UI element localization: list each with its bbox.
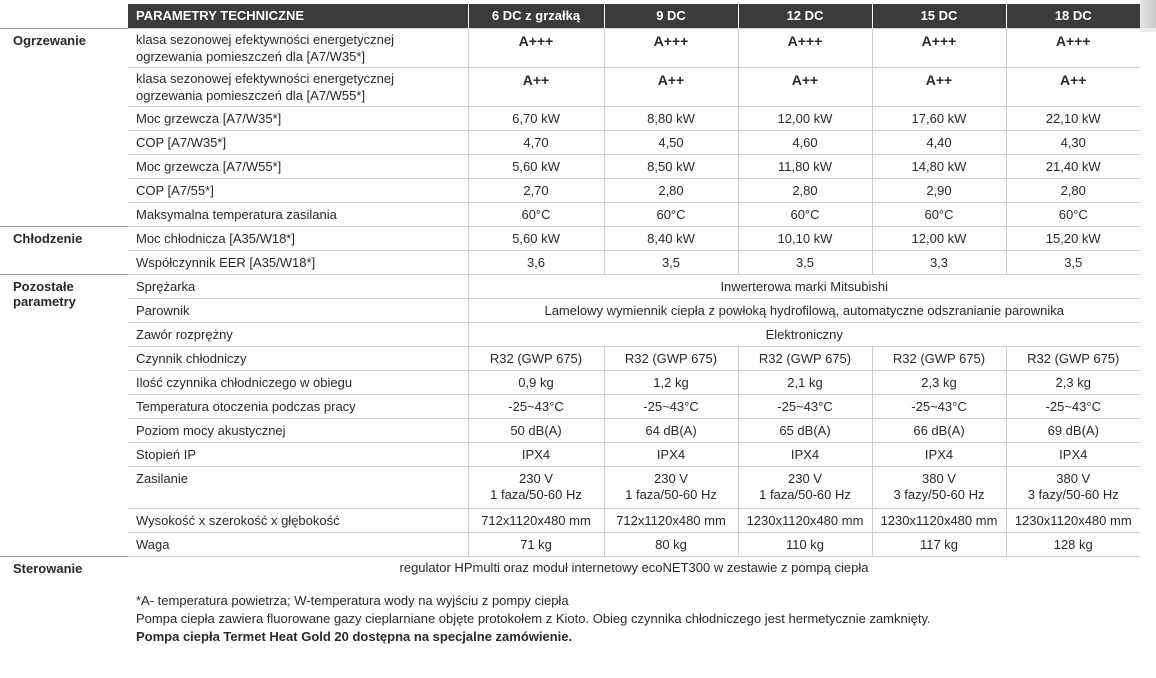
cell-value: 2,80 <box>738 178 872 202</box>
table-row <box>0 28 1140 67</box>
corner-decoration <box>1140 0 1156 28</box>
cell-value: -25~43°C <box>468 394 604 418</box>
cell-value: 6,70 kW <box>468 106 604 130</box>
cell-value: 3,5 <box>1006 250 1140 274</box>
cell-value: 66 dB(A) <box>872 418 1006 442</box>
param-label-line: ogrzewania pomieszczeń dla [A7/W35*] <box>136 48 366 64</box>
table-row <box>0 418 1140 442</box>
cell-value: IPX4 <box>1006 442 1140 466</box>
cell-value-merged: regulator HPmulti oraz moduł internetowy ecoNET300 w zestawie z pompą ciepła <box>128 556 1140 579</box>
cell-value: IPX4 <box>604 442 738 466</box>
cell-value: 17,60 kW <box>872 106 1006 130</box>
table-row <box>0 130 1140 154</box>
cell-value: 3,5 <box>738 250 872 274</box>
cell-value: A+++ <box>738 28 872 67</box>
cell-value: IPX4 <box>738 442 872 466</box>
cell-value: IPX4 <box>872 442 1006 466</box>
cell-value: 64 dB(A) <box>604 418 738 442</box>
cell-value: A++ <box>738 67 872 106</box>
cell-value <box>872 466 1006 508</box>
supply-voltage: 230 V <box>519 470 553 486</box>
cell-value: A++ <box>1006 67 1140 106</box>
cell-value: A+++ <box>872 28 1006 67</box>
corner-decoration-shadow <box>1140 28 1156 32</box>
table-row <box>0 466 1140 508</box>
param-label: Moc grzewcza [A7/W35*] <box>128 106 468 130</box>
param-label-line: klasa sezonowej efektywności energetycznej <box>136 70 394 86</box>
cell-value: 15,20 kW <box>1006 226 1140 250</box>
cell-value: 60°C <box>468 202 604 226</box>
param-label: COP [A7/55*] <box>128 178 468 202</box>
table-row <box>0 274 1140 298</box>
cell-value: 60°C <box>738 202 872 226</box>
cell-value: A+++ <box>604 28 738 67</box>
cell-value: 5,60 kW <box>468 154 604 178</box>
param-label: Waga <box>128 532 468 556</box>
footnotes <box>136 592 931 646</box>
param-label: Ilość czynnika chłodniczego w obiegu <box>128 370 468 394</box>
cell-value: -25~43°C <box>1006 394 1140 418</box>
cell-value: -25~43°C <box>738 394 872 418</box>
param-label-line: ogrzewania pomieszczeń dla [A7/W55*] <box>136 87 366 103</box>
table-row <box>0 442 1140 466</box>
cell-value: 4,70 <box>468 130 604 154</box>
footnote-legend: *A- temperatura powietrza; W-temperatura wody na wyjściu z pompy ciepła <box>136 593 569 608</box>
table-row <box>0 394 1140 418</box>
param-label <box>128 67 468 106</box>
cell-value: 12,00 kW <box>872 226 1006 250</box>
cell-value: 60°C <box>872 202 1006 226</box>
cell-value: 4,30 <box>1006 130 1140 154</box>
supply-phase: 1 faza/50-60 Hz <box>625 486 717 502</box>
cell-value: 712x1120x480 mm <box>604 508 738 532</box>
table-row <box>0 370 1140 394</box>
cell-value-merged: Lamelowy wymiennik ciepła z powłoką hydrofilową, automatyczne odszranianie parownika <box>468 298 1140 322</box>
cell-value: 50 dB(A) <box>468 418 604 442</box>
supply-phase: 3 fazy/50-60 Hz <box>893 486 985 502</box>
cell-value: 4,50 <box>604 130 738 154</box>
header-param-title: PARAMETRY TECHNICZNE <box>128 4 468 28</box>
cell-value: 2,90 <box>872 178 1006 202</box>
cell-value: 14,80 kW <box>872 154 1006 178</box>
header-model: 18 DC <box>1006 4 1140 28</box>
table-row <box>0 322 1140 346</box>
cell-value <box>468 466 604 508</box>
cell-value: 60°C <box>1006 202 1140 226</box>
category-cooling: Chłodzenie <box>0 226 128 274</box>
cell-value: 11,80 kW <box>738 154 872 178</box>
cell-value: R32 (GWP 675) <box>1006 346 1140 370</box>
cell-value: 110 kg <box>738 532 872 556</box>
cell-value: A++ <box>468 67 604 106</box>
table-row <box>0 298 1140 322</box>
supply-voltage: 230 V <box>654 470 688 486</box>
cell-value <box>1006 466 1140 508</box>
cell-value: 22,10 kW <box>1006 106 1140 130</box>
cell-value-merged: Inwerterowa marki Mitsubishi <box>468 274 1140 298</box>
cell-value: -25~43°C <box>604 394 738 418</box>
table-row <box>0 154 1140 178</box>
category-other-line: parametry <box>13 293 76 309</box>
cell-value: 12,00 kW <box>738 106 872 130</box>
cell-value: R32 (GWP 675) <box>604 346 738 370</box>
cell-value: A+++ <box>1006 28 1140 67</box>
param-label: Czynnik chłodniczy <box>128 346 468 370</box>
category-control: Sterowanie <box>0 556 128 579</box>
cell-value <box>604 466 738 508</box>
header-row <box>0 4 1140 28</box>
param-label: Temperatura otoczenia podczas pracy <box>128 394 468 418</box>
cell-value: A++ <box>604 67 738 106</box>
supply-phase: 1 faza/50-60 Hz <box>759 486 851 502</box>
category-other <box>0 274 128 556</box>
cell-value: -25~43°C <box>872 394 1006 418</box>
param-label: Poziom mocy akustycznej <box>128 418 468 442</box>
cell-value: A+++ <box>468 28 604 67</box>
cell-value: 2,1 kg <box>738 370 872 394</box>
cell-value: 1230x1120x480 mm <box>872 508 1006 532</box>
supply-phase: 1 faza/50-60 Hz <box>490 486 582 502</box>
cell-value: 60°C <box>604 202 738 226</box>
header-model: 6 DC z grzałką <box>468 4 604 28</box>
table-row <box>0 67 1140 106</box>
cell-value: 8,40 kW <box>604 226 738 250</box>
supply-voltage: 380 V <box>1056 470 1091 486</box>
param-label: COP [A7/W35*] <box>128 130 468 154</box>
table-row <box>0 556 1140 579</box>
param-label: Zawór rozprężny <box>128 322 468 346</box>
cell-value: 8,50 kW <box>604 154 738 178</box>
cell-value: 8,80 kW <box>604 106 738 130</box>
cell-value: 80 kg <box>604 532 738 556</box>
cell-value: 0,9 kg <box>468 370 604 394</box>
table-row <box>0 532 1140 556</box>
footnote-special-order: Pompa ciepła Termet Heat Gold 20 dostępna na specjalne zamówienie. <box>136 629 573 644</box>
cell-value: 69 dB(A) <box>1006 418 1140 442</box>
header-model: 12 DC <box>738 4 872 28</box>
cell-value: 1,2 kg <box>604 370 738 394</box>
cell-value: 71 kg <box>468 532 604 556</box>
cell-value: R32 (GWP 675) <box>738 346 872 370</box>
cell-value: 5,60 kW <box>468 226 604 250</box>
cell-value: 4,40 <box>872 130 1006 154</box>
table-row <box>0 178 1140 202</box>
spec-table <box>0 4 1140 579</box>
param-label: Stopień IP <box>128 442 468 466</box>
param-label: Zasilanie <box>128 466 468 508</box>
cell-value: 1230x1120x480 mm <box>1006 508 1140 532</box>
supply-voltage: 380 V <box>922 470 956 486</box>
cell-value: 712x1120x480 mm <box>468 508 604 532</box>
footnote-kyoto: Pompa ciepła zawiera fluorowane gazy cieplarniane objęte protokołem z Kioto. Obieg czynnika chłodniczego jest hermetycznie zamknięty. <box>136 611 931 626</box>
param-label: Moc chłodnicza [A35/W18*] <box>128 226 468 250</box>
supply-voltage: 230 V <box>788 470 822 486</box>
supply-phase: 3 fazy/50-60 Hz <box>1027 486 1119 502</box>
cell-value: 3,5 <box>604 250 738 274</box>
header-blank <box>0 4 128 28</box>
cell-value: 10,10 kW <box>738 226 872 250</box>
header-model: 9 DC <box>604 4 738 28</box>
category-heating: Ogrzewanie <box>0 28 128 226</box>
cell-value: 1230x1120x480 mm <box>738 508 872 532</box>
cell-value: 2,70 <box>468 178 604 202</box>
param-label: Parownik <box>128 298 468 322</box>
table-row <box>0 106 1140 130</box>
cell-value: 4,60 <box>738 130 872 154</box>
cell-value <box>738 466 872 508</box>
cell-value: 2,80 <box>604 178 738 202</box>
header-model: 15 DC <box>872 4 1006 28</box>
cell-value: 65 dB(A) <box>738 418 872 442</box>
param-label: Współczynnik EER [A35/W18*] <box>128 250 468 274</box>
cell-value: 2,3 kg <box>1006 370 1140 394</box>
cell-value: R32 (GWP 675) <box>872 346 1006 370</box>
param-label-line: klasa sezonowej efektywności energetycznej <box>136 31 394 47</box>
table-row <box>0 508 1140 532</box>
param-label: Sprężarka <box>128 274 468 298</box>
cell-value-merged: Elektroniczny <box>468 322 1140 346</box>
table-row <box>0 346 1140 370</box>
cell-value: 2,3 kg <box>872 370 1006 394</box>
cell-value: R32 (GWP 675) <box>468 346 604 370</box>
table-row <box>0 226 1140 250</box>
category-other-line: Pozostałe <box>13 278 74 294</box>
cell-value: A++ <box>872 67 1006 106</box>
cell-value: 117 kg <box>872 532 1006 556</box>
cell-value: IPX4 <box>468 442 604 466</box>
table-row <box>0 202 1140 226</box>
param-label: Maksymalna temperatura zasilania <box>128 202 468 226</box>
cell-value: 2,80 <box>1006 178 1140 202</box>
param-label <box>128 28 468 67</box>
param-label: Wysokość x szerokość x głębokość <box>128 508 468 532</box>
cell-value: 3,3 <box>872 250 1006 274</box>
table-row <box>0 250 1140 274</box>
cell-value: 128 kg <box>1006 532 1140 556</box>
cell-value: 3,6 <box>468 250 604 274</box>
param-label: Moc grzewcza [A7/W55*] <box>128 154 468 178</box>
cell-value: 21,40 kW <box>1006 154 1140 178</box>
